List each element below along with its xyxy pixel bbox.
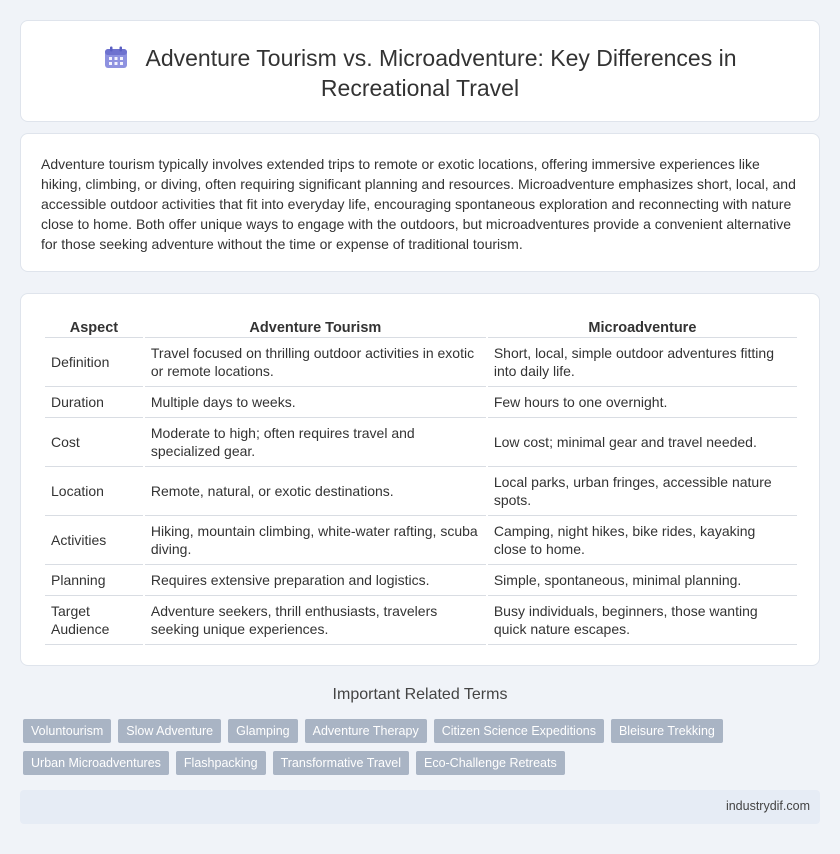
page-title [21,43,819,103]
tag-bleisure-trekking[interactable]: Bleisure Trekking [611,719,723,743]
intro-card [20,133,820,272]
microadventure-cell: Few hours to one overnight. [488,387,797,418]
adventure-tourism-cell: Hiking, mountain climbing, white-water rafting, scuba diving. [145,516,486,565]
adventure-tourism-cell: Multiple days to weeks. [145,387,486,418]
adventure-tourism-cell: Requires extensive preparation and logistics. [145,565,486,596]
tag-voluntourism[interactable]: Voluntourism [23,719,111,743]
table-row [45,467,797,516]
microadventure-cell: Local parks, urban fringes, accessible nature spots. [488,467,797,516]
aspect-cell: Target Audience [45,596,143,645]
table-row [45,387,797,418]
footer-source[interactable]: industrydif.com [725,799,810,813]
tag-transformative-travel[interactable]: Transformative Travel [273,751,409,775]
microadventure-cell: Busy individuals, beginners, those wanting quick nature escapes. [488,596,797,645]
tag-adventure-therapy[interactable]: Adventure Therapy [305,719,427,743]
aspect-cell: Location [45,467,143,516]
aspect-cell: Definition [45,338,143,387]
header-adventure-tourism: Adventure Tourism [145,316,486,338]
microadventure-cell: Camping, night hikes, bike rides, kayaking close to home. [488,516,797,565]
tag-eco-challenge-retreats[interactable]: Eco-Challenge Retreats [416,751,565,775]
tag-glamping[interactable]: Glamping [228,719,298,743]
aspect-cell: Duration [45,387,143,418]
tag-row-2 [23,751,813,775]
microadventure-cell: Simple, spontaneous, minimal planning. [488,565,797,596]
table-row [45,516,797,565]
tag-flashpacking[interactable]: Flashpacking [176,751,266,775]
adventure-tourism-cell: Moderate to high; often requires travel and specialized gear. [145,418,486,467]
footer [20,790,820,824]
aspect-cell: Cost [45,418,143,467]
header-card [20,20,820,122]
tag-citizen-science-expeditions[interactable]: Citizen Science Expeditions [434,719,604,743]
calendar-icon [103,46,129,70]
tag-urban-microadventures[interactable]: Urban Microadventures [23,751,169,775]
aspect-cell: Activities [45,516,143,565]
table-header-row [45,316,797,338]
title-line-2: Recreational Travel [320,75,520,101]
comparison-table [43,316,799,645]
related-terms-title: Important Related Terms [332,686,508,703]
table-row [45,418,797,467]
aspect-cell: Planning [45,565,143,596]
related-terms-tags [23,719,813,783]
header-microadventure: Microadventure [488,316,797,338]
adventure-tourism-cell: Travel focused on thrilling outdoor activities in exotic or remote locations. [145,338,486,387]
table-row [45,565,797,596]
header-aspect: Aspect [45,316,143,338]
comparison-card [20,293,820,666]
tag-slow-adventure[interactable]: Slow Adventure [118,719,221,743]
adventure-tourism-cell: Adventure seekers, thrill enthusiasts, travelers seeking unique experiences. [145,596,486,645]
table-row [45,596,797,645]
tag-row-1 [23,719,813,743]
table-row [45,338,797,387]
intro-paragraph: Adventure tourism typically involves extended trips to remote or exotic locations, offering immersive experiences like hiking, climbing, or diving, often requiring significant planning and resources. Microadventure emphasizes short, local, and accessible outdoor activities that fit into everyday life, encouraging spontaneous exploration and reconnecting with nature close to home. Both offer unique ways to engage with the outdoors, but microadventures provide a convenient alternative for those seeking adventure without the time or expense of traditional tourism. [41,156,796,252]
title-line-1: Adventure Tourism vs. Microadventure: Key Differences in [145,45,737,71]
microadventure-cell: Low cost; minimal gear and travel needed. [488,418,797,467]
adventure-tourism-cell: Remote, natural, or exotic destinations. [145,467,486,516]
microadventure-cell: Short, local, simple outdoor adventures fitting into daily life. [488,338,797,387]
